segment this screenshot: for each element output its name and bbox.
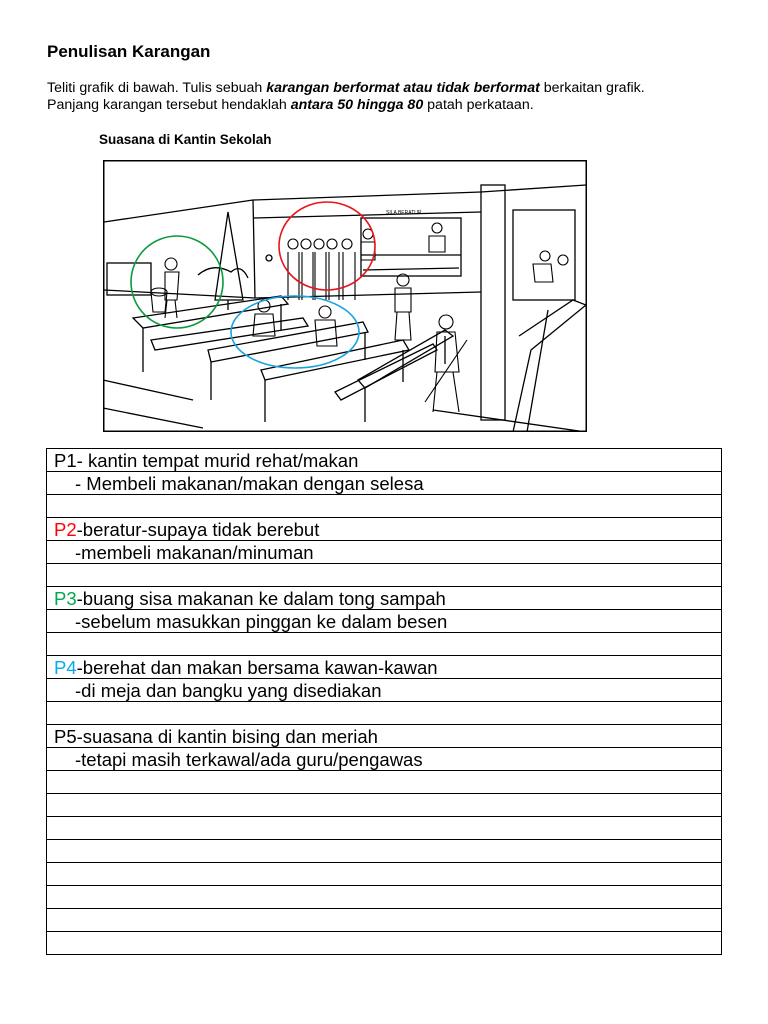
instruction-line-1: [47, 80, 737, 97]
point-line: [47, 587, 722, 610]
instruction-text: Panjang karangan tersebut hendaklah: [47, 97, 291, 113]
instruction-emphasis: karangan berformat atau tidak berformat: [266, 80, 540, 96]
blank-line: [47, 702, 722, 725]
blank-line: [47, 771, 722, 794]
instruction-text: patah perkataan.: [423, 97, 534, 113]
table-row: [47, 725, 722, 748]
table-row: [47, 541, 722, 564]
point-text: -buang sisa makanan ke dalam tong sampah: [76, 587, 446, 609]
table-row: [47, 449, 722, 472]
table-row: [47, 656, 722, 679]
blank-line: [47, 495, 722, 518]
point-label: P5: [54, 725, 77, 747]
table-row: [47, 817, 722, 840]
writing-lines-table: [46, 448, 722, 955]
table-row: [47, 771, 722, 794]
canteen-illustration: [103, 160, 587, 432]
blank-line: [47, 932, 722, 955]
point-label: P2: [54, 518, 77, 540]
point-text: -suasana di kantin bising dan meriah: [76, 725, 378, 747]
queue-sign: SILA BERATUR: [386, 210, 422, 216]
sub-point-line: -tetapi masih terkawal/ada guru/pengawas: [47, 748, 722, 771]
point-text: -berehat dan makan bersama kawan-kawan: [76, 656, 438, 678]
instruction-text: Teliti grafik di bawah. Tulis sebuah: [47, 80, 267, 96]
table-row: [47, 886, 722, 909]
table-row: [47, 840, 722, 863]
point-line: [47, 449, 722, 472]
sub-point-line: - Membeli makanan/makan dengan selesa: [47, 472, 722, 495]
point-text: - kantin tempat murid rehat/makan: [76, 449, 359, 471]
blank-line: [47, 817, 722, 840]
table-row: [47, 587, 722, 610]
table-row: [47, 679, 722, 702]
instruction-text: berkaitan grafik.: [539, 80, 645, 96]
blank-line: [47, 794, 722, 817]
instructions: [47, 80, 737, 114]
table-row: [47, 564, 722, 587]
table-row: [47, 863, 722, 886]
point-text: -beratur-supaya tidak berebut: [76, 518, 320, 540]
point-label: P1: [54, 449, 77, 471]
sub-point-line: -membeli makanan/minuman: [47, 541, 722, 564]
point-line: [47, 518, 722, 541]
instruction-emphasis: antara 50 hingga 80: [290, 97, 424, 113]
blank-line: [47, 886, 722, 909]
table-row: [47, 610, 722, 633]
blank-line: [47, 863, 722, 886]
point-label: P3: [54, 587, 77, 609]
instruction-line-2: [47, 97, 737, 114]
table-row: [47, 472, 722, 495]
blank-line: [47, 840, 722, 863]
blank-line: [47, 909, 722, 932]
table-row: [47, 932, 722, 955]
image-caption: Suasana di Kantin Sekolah: [99, 132, 272, 147]
sub-point-line: -sebelum masukkan pinggan ke dalam besen: [47, 610, 722, 633]
table-row: [47, 702, 722, 725]
highlight-circle-blue: [231, 296, 359, 368]
table-row: [47, 518, 722, 541]
page-title: Penulisan Karangan: [47, 42, 211, 61]
point-line: [47, 725, 722, 748]
blank-line: [47, 564, 722, 587]
point-line: [47, 656, 722, 679]
blank-line: [47, 633, 722, 656]
table-row: [47, 495, 722, 518]
table-row: [47, 909, 722, 932]
table-row: [47, 794, 722, 817]
point-label: P4: [54, 656, 77, 678]
table-row: [47, 748, 722, 771]
sub-point-line: -di meja dan bangku yang disediakan: [47, 679, 722, 702]
table-row: [47, 633, 722, 656]
